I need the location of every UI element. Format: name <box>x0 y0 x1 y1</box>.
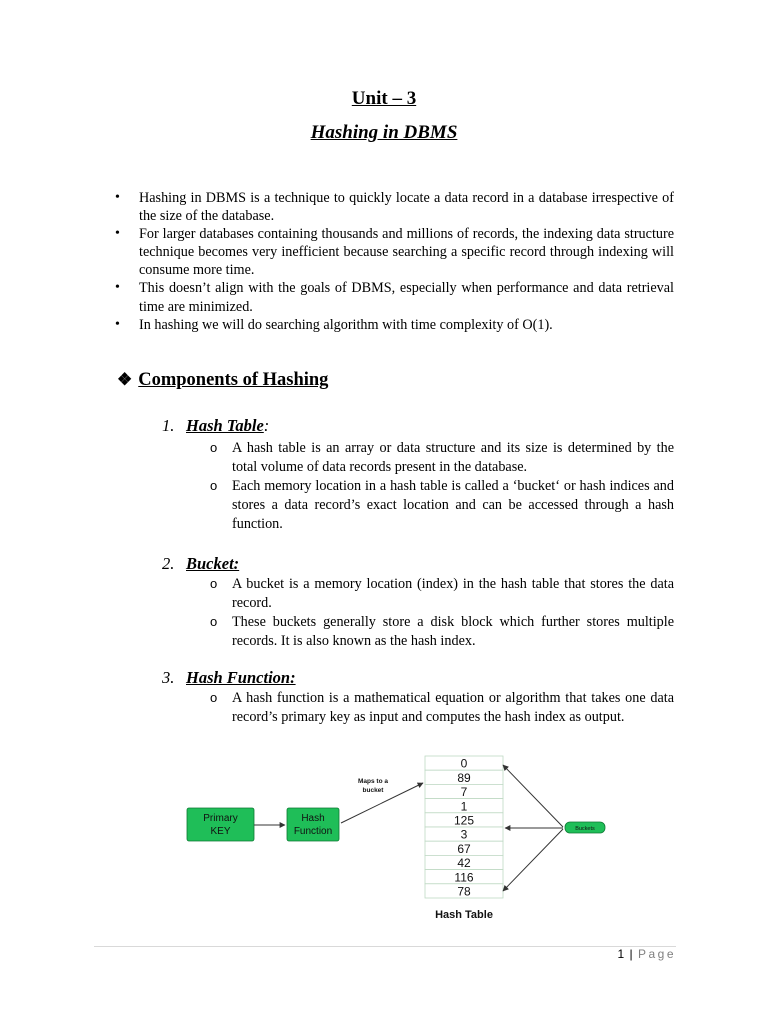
hash-function-box <box>287 808 339 841</box>
footer-separator: | <box>629 947 633 961</box>
primary-key-text-1: Primary <box>203 813 238 824</box>
hash-function-text-2: Function <box>293 826 333 837</box>
intro-bullet-3: • This doesn’t align with the goals of DBMS, especially when performance and data retrieval time are minimized. <box>139 279 674 315</box>
hash-table-number: 1. <box>162 416 175 435</box>
hash-table-value: 0 <box>460 756 468 771</box>
components-heading <box>117 370 328 391</box>
unit-title: Unit – 3 <box>351 88 417 109</box>
bucket-point-2: o These buckets generally store a disk block which further stores multiple records. It is also known as the hash index. <box>232 613 674 651</box>
page-footer <box>94 947 676 961</box>
hash-table-value: 67 <box>457 841 471 856</box>
components-heading-text: Components of Hashing <box>138 370 329 390</box>
hash-table-value: 125 <box>453 813 475 828</box>
hash-table-value: 116 <box>454 870 474 885</box>
bucket-number: 2. <box>162 554 175 573</box>
hashing-diagram <box>183 753 613 923</box>
hash-table-value: 7 <box>460 785 468 800</box>
hash-table-cell <box>425 770 503 785</box>
hash-table-cell <box>425 784 503 799</box>
page-number: 1 <box>617 947 625 961</box>
hash-function-number: 3. <box>162 668 175 687</box>
hash-table-label: Hash Table <box>186 416 264 435</box>
hash-table-point-1: o A hash table is an array or data structure and its size is determined by the total volume of data records present in the database. <box>232 439 674 477</box>
hash-table-cell <box>425 884 503 899</box>
intro-bullet-2: • For larger databases containing thousands and millions of records, the indexing data structure technique becomes very inefficient because searching a specific record through indexing will consume more time. <box>139 225 674 279</box>
hash-table-caption: Hash Table <box>435 909 493 921</box>
hash-function-points <box>232 689 674 727</box>
intro-bullet-1: • Hashing in DBMS is a technique to quickly locate a data record in a database irrespective of the size of the database. <box>139 189 674 225</box>
intro-bullet-4: • In hashing we will do searching algorithm with time complexity of O(1). <box>139 316 674 334</box>
bucket-arrow-bottom <box>503 829 563 891</box>
hash-function-heading <box>162 668 296 688</box>
maps-label-1: Maps to a <box>358 778 388 785</box>
hash-table <box>425 756 503 899</box>
bucket-heading <box>162 554 239 574</box>
hash-table-value: 1 <box>460 799 468 814</box>
buckets-pill <box>565 822 605 833</box>
bucket-label: Bucket: <box>186 554 240 573</box>
hash-table-heading <box>162 416 269 436</box>
hash-table-point-2: o Each memory location in a hash table is called a ‘bucket‘ or hash indices and stores a data record’s exact location and can be accessed through a hash function. <box>232 477 674 534</box>
hash-table-value: 89 <box>457 770 471 785</box>
hash-function-text-1: Hash <box>301 813 325 824</box>
hash-table-cell <box>425 799 503 814</box>
bucket-points <box>232 575 674 651</box>
primary-key-box <box>187 808 254 841</box>
hash-table-cell <box>425 855 503 870</box>
hash-table-value: 3 <box>460 827 468 842</box>
buckets-text: Buckets <box>575 826 595 832</box>
intro-bullet-list <box>139 189 674 334</box>
hash-table-suffix: : <box>263 416 270 435</box>
page-word: Page <box>637 947 676 961</box>
hash-function-point-1: o A hash function is a mathematical equation or algorithm that takes one data record’s primary key as input and computes the hash index as output. <box>232 689 674 727</box>
bucket-arrow-top <box>503 765 563 827</box>
hash-table-points <box>232 439 674 534</box>
hash-table-value: 42 <box>457 856 471 871</box>
diamond-bullet-icon: ❖ <box>117 370 133 389</box>
hash-table-value: 78 <box>457 884 471 899</box>
document-title: Hashing in DBMS <box>310 122 458 143</box>
hash-table-cell <box>425 841 503 856</box>
hash-table-cell <box>425 813 503 828</box>
hash-table-cell <box>425 827 503 842</box>
hash-table-cell <box>425 870 503 885</box>
hash-table-cell <box>425 756 503 771</box>
maps-label-2: bucket <box>362 787 384 794</box>
bucket-point-1: o A bucket is a memory location (index) in the hash table that stores the data record. <box>232 575 674 613</box>
hash-function-label: Hash Function: <box>186 668 296 687</box>
primary-key-text-2: KEY <box>210 826 231 837</box>
